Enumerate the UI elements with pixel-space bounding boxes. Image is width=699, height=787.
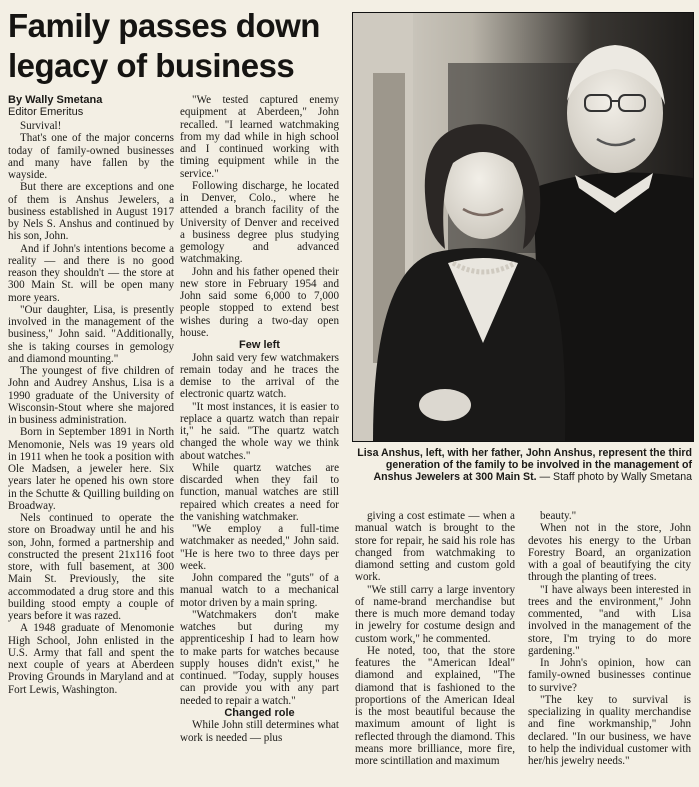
article-paragraph: "The key to survival is specializing in quality merchandise and fine workmanship," John declared. "In our business, we have to help the individual customer with her/his jewelry needs." (528, 693, 691, 767)
article-paragraph: "We tested captured enemy equipment at Aberdeen," John recalled. "I learned watchmaking from my dad while in high school and I continued working with timing equipment while in the service." (180, 94, 339, 180)
portrait-illustration (353, 13, 693, 441)
caption-credit: — Staff photo by Wally Smetana (536, 471, 692, 483)
byline-title: Editor Emeritus (8, 106, 84, 118)
article-column-1 (8, 120, 174, 784)
article-paragraph: "We employ a full-time watchmaker as needed," John said. "He is here two to three days per week. (180, 523, 339, 572)
article-paragraph: When not in the store, John devotes his energy to the Urban Forestry Board, an organization with a goal of beautifying the city through the planting of trees. (528, 522, 691, 584)
article-paragraph: Nels continued to operate the store on Broadway until he and his son, John, formed a partnership and constructed the present 21x116 foot store, with full basement, at 300 Main St. Previously, the site accommodated a drug store and this building stood empty a couple of years before it was razed. (8, 512, 174, 622)
article-paragraph: John compared the "guts" of a manual watch to a mechanical motor driven by a main spring. (180, 572, 339, 609)
article-paragraph: That's one of the major concerns today of family-owned businesses and many have fallen by the wayside. (8, 132, 174, 181)
article-paragraph: "We still carry a large inventory of name-brand merchandise but there is much more demand today in jewelry for costume design and custom work," he commented. (355, 583, 515, 645)
byline-name: By Wally Smetana (8, 94, 103, 106)
column-2-part-b (180, 352, 339, 707)
news-photo (352, 12, 694, 442)
article-paragraph: In John's opinion, how can family-owned businesses continue to survive? (528, 657, 691, 694)
article-paragraph: While John still determines what work is needed — plus (180, 719, 339, 744)
caption-lead: Lisa Anshus, left, with her father, John Anshus, represent the third generation of the family to be involved in the management of Anshus Jewelers at 300 Main St. (357, 447, 692, 483)
headline: Family passes down legacy of business (8, 7, 320, 84)
article-paragraph: While quartz watches are discarded when they fail to function, manual watches are still repaired which creates a need for the vanishing watchmaker. (180, 461, 339, 523)
photo-caption (352, 447, 692, 483)
article-paragraph: And if John's intentions become a reality — and there is no good reason they shouldn't — the store at 300 Main St. will be open many more years. (8, 242, 174, 304)
article-paragraph: He noted, too, that the store features the "American Ideal" diamond and explained, "The diamond that is fashioned to the proportions of the American Ideal is the most beautiful because the maximum amount of light is reflected through the diamond. This means more brilliance, more fire, more scintillation and maximum (355, 644, 515, 767)
article-column-2 (180, 94, 339, 784)
byline (8, 94, 178, 118)
article-paragraph: A 1948 graduate of Menomonie High School, John enlisted in the U.S. Army that fall and spent the next couple of years at Aberdeen Proving Grounds in Maryland and at Fort Lewis, Washington. (8, 622, 174, 696)
subhead-few-left: Few left (239, 339, 280, 351)
article-column-3 (355, 510, 515, 784)
article-paragraph: "Watchmakers don't make watches but during my apprenticeship I had to learn how to make parts for watches because supply houses didn't exist," he continued. "Today, supply houses can provide you with any part needed to repair a watch." (180, 608, 339, 707)
article-paragraph: John said very few watchmakers remain today and he traces the demise to the arrival of the electronic quartz watch. (180, 351, 339, 401)
article-paragraph: Following discharge, he located in Denver, Colo., where he attended a branch facility of the University of Denver and received a business degree plus studying gemology and advanced watchmaking. (180, 179, 339, 266)
article-paragraph: giving a cost estimate — when a manual watch is brought to the store for repair, he said his role has changed from watchmaking to diamond setting and custom gold work. (355, 510, 515, 584)
subhead-changed-role: Changed role (224, 706, 295, 719)
column-2-part-c (180, 719, 339, 744)
article-paragraph: beauty." (540, 510, 577, 522)
article-paragraph: "It most instances, it is easier to replace a quartz watch than repair it," he said. "The quartz watch changed the whole way we think about watches." (180, 400, 339, 462)
column-2-part-a (180, 94, 339, 339)
article-paragraph: The youngest of five children of John and Audrey Anshus, Lisa is a 1990 graduate of the University of Wisconsin-Stout where she majored in business administration. (8, 365, 174, 426)
article-paragraph: "Our daughter, Lisa, is presently involved in the management of the business," John said. "Additionally, she is taking courses in gemology and diamond mounting." (8, 303, 174, 365)
article-paragraph: Born in September 1891 in North Menomonie, Nels was 19 years old in 1911 when he took a position with Ole Madsen, a jeweler here. Six years later he opened his own store in the Schutte & Quilling building on Broadway. (8, 426, 174, 512)
article-paragraph: John and his father opened their new store in February 1954 and John said some 6,000 to 7,000 people stopped to extend best wishes during a two-day open house. (180, 265, 339, 339)
article-paragraph: But there are exceptions and one of them is Anshus Jewelers, a business established in August 1917 by Nels S. Anshus and continued by his son, John. (8, 181, 174, 243)
article-paragraph: "I have always been interested in trees and the environment," John commented, "and with Lisa involved in the management of the store, I'm trying to do more gardening." (528, 583, 691, 657)
article-paragraph: Survival! (20, 120, 62, 132)
article-column-4 (528, 510, 691, 784)
